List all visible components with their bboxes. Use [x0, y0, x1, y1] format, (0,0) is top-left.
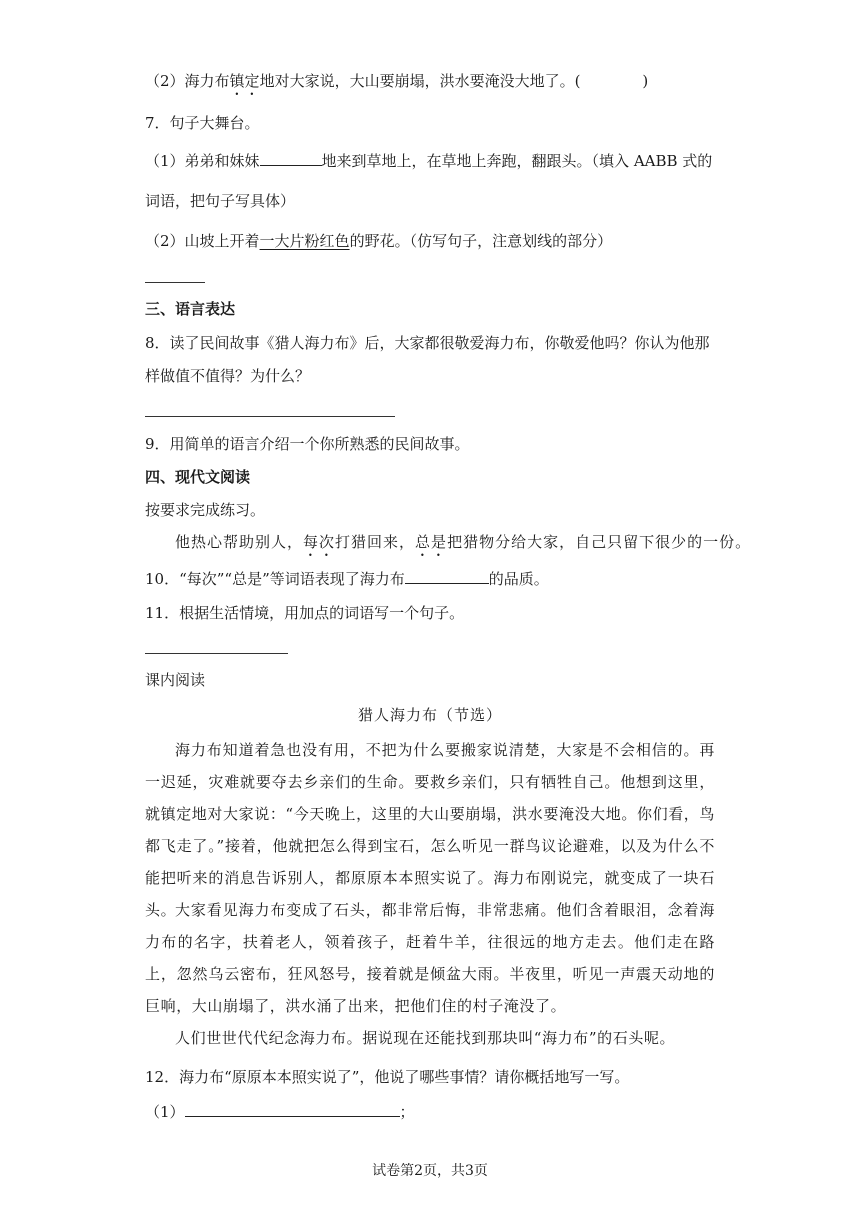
q7-2-underlined: 一大片粉红色	[259, 232, 350, 250]
q12-item1-end: ；	[399, 1103, 415, 1121]
question-7-2	[145, 230, 612, 252]
section-4-heading: 四、现代文阅读	[145, 468, 251, 486]
question-12-item-1	[145, 1101, 415, 1123]
passage-paragraph-2: 大家看见海力布变成了石头，都非常后悔，非常悲痛。他们含着眼泪，念着海力布的名字，扶着老人，领着孩子，赶着牛羊，往很远的地方走去。他们走在路上，忽然乌云密布，狂风怒号，接着就是倾盆大雨。半夜里，听见一声震天动地的巨响，大山崩塌了，洪水涌了出来，把他们住的村子淹没了。	[145, 901, 715, 1015]
q6-2-suffix: 地对大家说，大山要崩塌，洪水要淹没大地了。(	[259, 72, 581, 90]
question-12-title: 12．海力布“原原本本照实说了”，他说了哪些事情？请你概括地写一写。	[145, 1068, 630, 1086]
q6-2-dotted-word: 镇定	[229, 72, 260, 90]
excerpt-sentence	[175, 531, 751, 560]
excerpt-dotted-2: 总是	[415, 533, 448, 551]
q12-item1-label: （1）	[145, 1103, 185, 1121]
question-6-2	[145, 70, 648, 99]
passage-paragraph-1: 海力布知道着急也没有用，不把为什么要搬家说清楚，大家是不会相信的。再一迟延，灾难就要夺去乡亲们的生命。要救乡亲们，只有牺牲自己。他想到这里，就镇定地对大家说：“今天晚上，这里的大山要崩塌，洪水要淹没大地。你们看，鸟都飞走了。”接着，他就把怎么得到宝石，怎么听见一群鸟议论避难，以及为什么不能把听来的消息告诉别人，都原原本本照实说了。海力布刚说完，就变成了一块石头。	[145, 741, 715, 919]
q11-answer-line[interactable]	[145, 653, 288, 654]
q7-1-text-b: 地来到草地上，在草地上奔跑，翻跟头。（填入 AABB 式的	[321, 152, 713, 170]
question-8-line1: 8．读了民间故事《猎人海力布》后，大家都很敬爱海力布，你敬爱他吗？你认为他那	[145, 334, 710, 352]
q10-blank[interactable]	[405, 568, 489, 584]
q7-2-text-b: 的野花。（仿写句子，注意划线的部分）	[349, 232, 613, 250]
excerpt-dotted-1: 每次	[303, 533, 336, 551]
q12-item1-blank[interactable]	[185, 1101, 400, 1117]
q6-2-answer-space[interactable]	[580, 71, 642, 86]
question-9: 9．用简单的语言介绍一个你所熟悉的民间故事。	[145, 435, 470, 453]
question-7-1-cont: 词语，把句子写具体）	[145, 192, 296, 210]
passage-paragraph-3: 人们世世代代纪念海力布。据说现在还能找到那块叫“海力布”的石头呢。	[175, 1029, 676, 1047]
q7-2-answer-line[interactable]	[145, 282, 205, 283]
excerpt-b: 打猎回来，	[335, 533, 416, 551]
q8-answer-line[interactable]	[145, 416, 395, 417]
q6-2-close: )	[642, 72, 649, 90]
q10-text-b: 的品质。	[488, 570, 549, 588]
question-10	[145, 568, 549, 590]
question-8-line2: 样做值不值得？为什么？	[145, 367, 311, 385]
reading-label: 课内阅读	[145, 671, 206, 689]
section-3-heading: 三、语言表达	[145, 300, 236, 318]
q7-2-text-a: （2）山坡上开着	[145, 232, 260, 250]
q7-1-blank[interactable]	[260, 150, 322, 166]
excerpt-a: 他热心帮助别人，	[175, 533, 304, 551]
instruction: 按要求完成练习。	[145, 501, 266, 519]
excerpt-c: 把猎物分给大家，自己只留下很少的一份。	[447, 533, 752, 551]
question-7-1	[145, 150, 712, 172]
q6-2-prefix: （2）海力布	[145, 72, 230, 90]
page-footer: 试卷第2页，共3页	[372, 1163, 488, 1179]
passage-title: 猎人海力布（节选）	[357, 706, 502, 724]
q10-text-a: 10．“每次”“总是”等词语表现了海力布	[145, 570, 405, 588]
q7-1-text-a: （1）弟弟和妹妹	[145, 152, 260, 170]
question-11: 11．根据生活情境，用加点的词语写一个句子。	[145, 604, 465, 622]
question-7-title: 7．句子大舞台。	[145, 114, 260, 132]
